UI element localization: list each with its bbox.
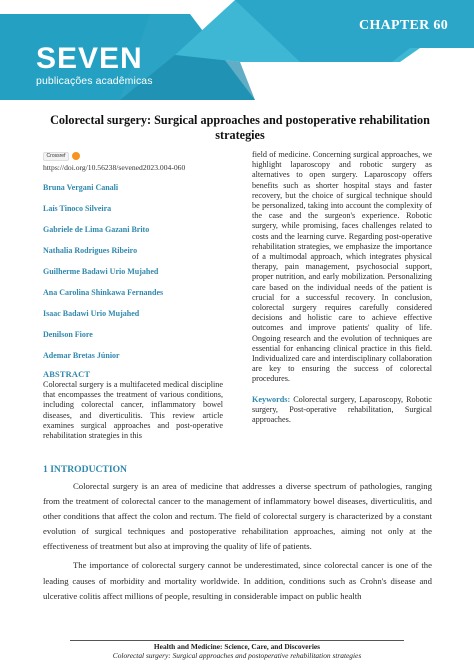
author-name: Isaac Badawi Urio Mujahed bbox=[43, 309, 140, 318]
abstract-text-right: field of medicine. Concerning surgical approaches, we highlight laparoscopy and robotic surgery as alternatives to open surgery. Laparoscopy offers benefits such as shorter hospital stays and faster recovery, but the choice of surgical technique should be personalized, taking into account the complexity of the case and the surgeon's experience. Robotic surgery, while promising, faces challenges related to costs and the learning curve. Regarding post-operative rehabilitation strategies, we emphasize the importance of a multimodal approach, which integrates physical therapy, pain management, psychosocial support, proper nutrition, and early mobilization. Personalizing care based on the individual needs of the patient is crucial for a successful recovery. In conclusion, colorectal surgery requires carefully considered decisions and holistic care to achieve effective outcomes and improve patients' quality of life. Ongoing research and the evolution of techniques are essential for enhancing clinical practice in this field. Individualized care and interdisciplinary collaboration are key to ensuring the success of colorectal procedures. bbox=[252, 150, 432, 384]
logo-tagline: publicações acadêmicas bbox=[36, 75, 153, 87]
crossref-icon[interactable] bbox=[43, 152, 69, 161]
author-name: Denilson Fiore bbox=[43, 330, 93, 339]
author-name: Gabriele de Lima Gazani Brito bbox=[43, 225, 150, 234]
author-name: Ademar Bretas Júnior bbox=[43, 351, 120, 360]
keywords-block bbox=[252, 395, 432, 426]
footer-divider bbox=[70, 640, 404, 641]
doi-link[interactable]: https://doi.org/10.56238/sevened2023.004-060 bbox=[43, 163, 186, 172]
author-name: Laís Tinoco Silveira bbox=[43, 204, 112, 213]
keywords-label: Keywords: bbox=[252, 394, 291, 404]
intro-paragraph: The importance of colorectal surgery cannot be underestimated, since colorectal cancer is one of the leading causes of morbidity and mortality worldwide. In addition, conditions such as Crohn's disease and ulcerative colitis affect millions of people, resulting in considerable impact on public health bbox=[43, 560, 432, 601]
abstract-heading: ABSTRACT bbox=[43, 370, 91, 379]
author-name: Bruna Vergani Canali bbox=[43, 183, 119, 192]
chapter-label: CHAPTER 60 bbox=[359, 18, 448, 33]
paper-title: Colorectal surgery: Surgical approaches and postoperative rehabilitation strategies bbox=[50, 113, 430, 142]
publisher-logo bbox=[36, 44, 153, 87]
section-heading: 1 INTRODUCTION bbox=[43, 464, 127, 475]
author-name: Guilherme Badawi Urio Mujahed bbox=[43, 267, 159, 276]
footer-running-title: Colorectal surgery: Surgical approaches and postoperative rehabilitation strategies bbox=[112, 651, 362, 660]
introduction-body bbox=[43, 479, 432, 604]
crossref-label: Crossref bbox=[46, 153, 66, 159]
keywords-text: Colorectal surgery, Laparoscopy, Robotic surgery, Post-operative rehabilitation, Surgical approaches. bbox=[252, 394, 433, 425]
crossref-badge-row[interactable] bbox=[43, 150, 223, 162]
header-banner bbox=[0, 0, 474, 100]
left-column bbox=[43, 150, 223, 441]
abstract-text-left: Colorectal surgery is a multifaceted medical discipline that encompasses the treatment of various conditions, including colorectal cancer, inflammatory bowel diseases, and diverticulitis. This review article examines surgical approaches and post-operative rehabilitation strategies in this bbox=[43, 380, 223, 441]
author-name: Ana Carolina Shinkawa Fernandes bbox=[43, 288, 164, 297]
author-name: Nathalia Rodrigues Ribeiro bbox=[43, 246, 138, 255]
intro-paragraph: Colorectal surgery is an area of medicine that addresses a diverse spectrum of pathologies, ranging from the treatment of colorectal cancer to the management of inflammatory bowel diseases, diverticulitis, and other conditions that affect the colon and rectum. The field of colorectal surgery is characterized by a constant evolution of surgical techniques and postoperative rehabilitation approaches, aiming not only at the effectiveness of treatment but also at improving the quality of life of patients. bbox=[43, 481, 432, 552]
author-list bbox=[43, 183, 223, 360]
logo-wordmark: SEVEN bbox=[36, 42, 143, 75]
open-access-icon bbox=[72, 152, 80, 160]
footer-journal: Health and Medicine: Science, Care, and Discoveries bbox=[153, 642, 321, 651]
right-column bbox=[252, 150, 432, 425]
